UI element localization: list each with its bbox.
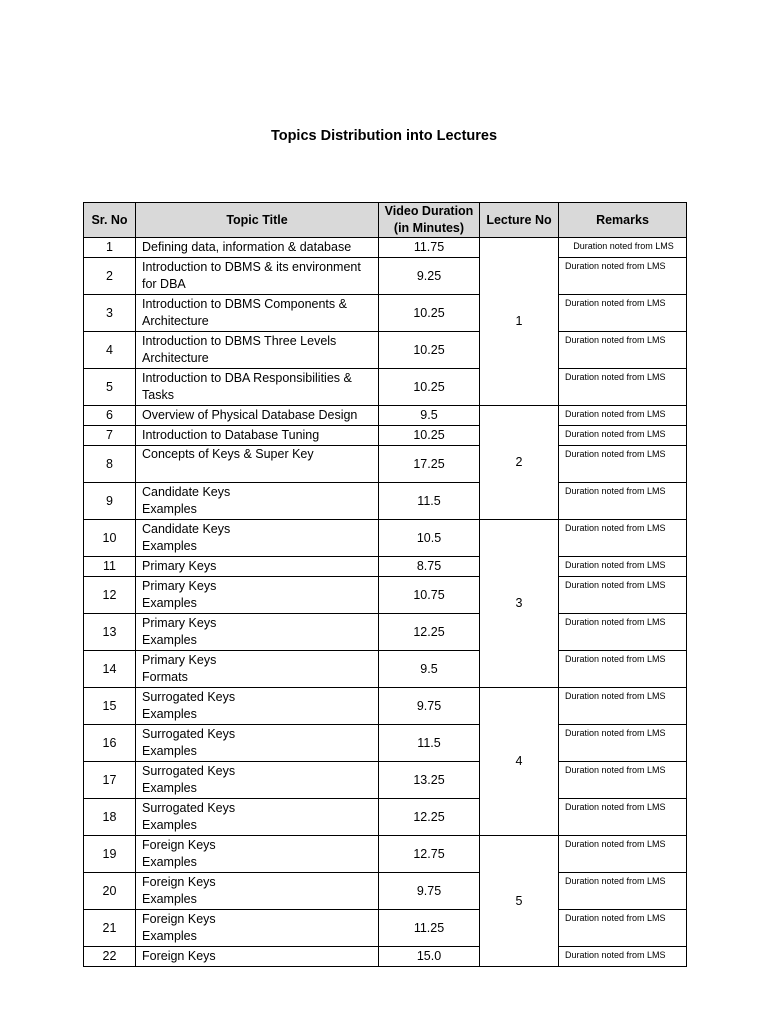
table-row [84, 369, 687, 406]
sr-no-cell: 21 [84, 910, 136, 947]
topic-title-cell [136, 577, 379, 614]
topic-title-cell [136, 688, 379, 725]
video-duration-cell: 11.75 [379, 238, 480, 258]
topic-title-line1: Introduction to Database Tuning [142, 428, 320, 442]
topic-title-line1: Introduction to DBMS Three Levels [142, 334, 337, 348]
table-row [84, 762, 687, 799]
topic-title-line2: Examples [142, 502, 197, 516]
sr-no-cell: 19 [84, 836, 136, 873]
table-body [84, 238, 687, 967]
video-duration-cell: 10.25 [379, 332, 480, 369]
table-row [84, 836, 687, 873]
sr-no-cell: 17 [84, 762, 136, 799]
remarks-cell: Duration noted from LMS [559, 520, 687, 557]
topic-title-cell [136, 406, 379, 426]
table-row [84, 614, 687, 651]
topic-title-line1: Foreign Keys [142, 912, 216, 926]
topic-title-line1: Primary Keys [142, 579, 217, 593]
video-duration-cell: 10.25 [379, 426, 480, 446]
page-title: Topics Distribution into Lectures [270, 128, 498, 144]
table-row [84, 258, 687, 295]
topic-title-line2: Formats [142, 670, 188, 684]
sr-no-cell: 14 [84, 651, 136, 688]
video-duration-cell: 10.25 [379, 295, 480, 332]
topic-title-cell [136, 520, 379, 557]
topic-title-line1: Surrogated Keys [142, 764, 236, 778]
video-duration-cell: 12.75 [379, 836, 480, 873]
remarks-cell: Duration noted from LMS [559, 836, 687, 873]
sr-no-cell: 4 [84, 332, 136, 369]
topic-title-line2: Examples [142, 892, 197, 906]
lecture-no-cell: 3 [480, 520, 559, 688]
topic-title-line1: Primary Keys [142, 559, 217, 573]
topic-title-line1: Introduction to DBMS & its environment [142, 260, 361, 274]
topic-title-line2: Examples [142, 855, 197, 869]
remarks-cell: Duration noted from LMS [559, 651, 687, 688]
video-duration-cell: 15.0 [379, 947, 480, 967]
video-duration-cell: 8.75 [379, 557, 480, 577]
video-duration-cell: 9.25 [379, 258, 480, 295]
table-row [84, 577, 687, 614]
table-header-row [84, 203, 687, 238]
table-row [84, 873, 687, 910]
topic-title-line2: for DBA [142, 277, 186, 291]
topic-title-cell [136, 910, 379, 947]
remarks-cell: Duration noted from LMS [559, 725, 687, 762]
topic-title-line2: Examples [142, 633, 197, 647]
topics-table [83, 202, 687, 967]
video-duration-cell: 10.5 [379, 520, 480, 557]
table-row [84, 295, 687, 332]
sr-no-cell: 20 [84, 873, 136, 910]
table-row [84, 557, 687, 577]
sr-no-cell: 16 [84, 725, 136, 762]
table-row [84, 947, 687, 967]
video-duration-cell: 9.5 [379, 406, 480, 426]
remarks-cell: Duration noted from LMS [559, 406, 687, 426]
sr-no-cell: 15 [84, 688, 136, 725]
remarks-cell: Duration noted from LMS [559, 910, 687, 947]
topic-title-line2: Architecture [142, 314, 209, 328]
table-row [84, 520, 687, 557]
sr-no-cell: 3 [84, 295, 136, 332]
video-duration-cell: 11.5 [379, 483, 480, 520]
topic-title-line1: Primary Keys [142, 653, 217, 667]
topic-title-cell [136, 446, 379, 483]
remarks-cell: Duration noted from LMS [559, 577, 687, 614]
topic-title-cell [136, 799, 379, 836]
remarks-cell: Duration noted from LMS [559, 446, 687, 483]
header-video-duration-line1: Video Duration [384, 204, 474, 218]
topic-title-line1: Surrogated Keys [142, 801, 236, 815]
sr-no-cell: 5 [84, 369, 136, 406]
topic-title-cell [136, 614, 379, 651]
topic-title-line2: Tasks [142, 388, 174, 402]
sr-no-cell: 8 [84, 446, 136, 483]
topic-title-line1: Introduction to DBA Responsibilities & [142, 371, 352, 385]
video-duration-cell: 11.25 [379, 910, 480, 947]
topic-title-cell [136, 762, 379, 799]
header-topic-title: Topic Title [136, 203, 379, 238]
remarks-cell: Duration noted from LMS [559, 238, 687, 258]
topic-title-cell [136, 258, 379, 295]
topic-title-line1: Surrogated Keys [142, 690, 236, 704]
table-row [84, 910, 687, 947]
remarks-cell: Duration noted from LMS [559, 369, 687, 406]
video-duration-cell: 9.75 [379, 688, 480, 725]
topic-title-line1: Overview of Physical Database Design [142, 408, 358, 422]
table-row [84, 238, 687, 258]
topic-title-line2: Examples [142, 539, 197, 553]
sr-no-cell: 13 [84, 614, 136, 651]
table-row [84, 426, 687, 446]
sr-no-cell: 7 [84, 426, 136, 446]
sr-no-cell: 9 [84, 483, 136, 520]
header-video-duration-line2: (in Minutes) [393, 221, 465, 235]
table-row [84, 651, 687, 688]
topic-title-line2: Examples [142, 929, 197, 943]
sr-no-cell: 22 [84, 947, 136, 967]
remarks-cell: Duration noted from LMS [559, 258, 687, 295]
header-remarks: Remarks [559, 203, 687, 238]
topic-title-cell [136, 238, 379, 258]
lecture-no-cell: 5 [480, 836, 559, 967]
topic-title-cell [136, 295, 379, 332]
topic-title-line1: Foreign Keys [142, 949, 216, 963]
remarks-cell: Duration noted from LMS [559, 557, 687, 577]
lecture-no-cell: 2 [480, 406, 559, 520]
table-row [84, 725, 687, 762]
table-row [84, 406, 687, 426]
sr-no-cell: 18 [84, 799, 136, 836]
header-video-duration [379, 203, 480, 238]
topic-title-line2: Architecture [142, 351, 209, 365]
topic-title-line1: Foreign Keys [142, 875, 216, 889]
table-row [84, 483, 687, 520]
topic-title-line1: Defining data, information & database [142, 240, 352, 254]
video-duration-cell: 13.25 [379, 762, 480, 799]
topic-title-line1: Candidate Keys [142, 522, 231, 536]
header-sr-no: Sr. No [84, 203, 136, 238]
video-duration-cell: 12.25 [379, 799, 480, 836]
table-row [84, 688, 687, 725]
sr-no-cell: 11 [84, 557, 136, 577]
topic-title-line1: Surrogated Keys [142, 727, 236, 741]
topic-title-cell [136, 836, 379, 873]
remarks-cell: Duration noted from LMS [559, 483, 687, 520]
remarks-cell: Duration noted from LMS [559, 799, 687, 836]
topic-title-cell [136, 873, 379, 910]
topic-title-line1: Concepts of Keys & Super Key [142, 447, 314, 461]
topic-title-line1: Primary Keys [142, 616, 217, 630]
remarks-cell: Duration noted from LMS [559, 332, 687, 369]
video-duration-cell: 11.5 [379, 725, 480, 762]
topic-title-cell [136, 483, 379, 520]
sr-no-cell: 6 [84, 406, 136, 426]
topic-title-line2: Examples [142, 707, 197, 721]
lecture-no-cell: 4 [480, 688, 559, 836]
remarks-cell: Duration noted from LMS [559, 426, 687, 446]
topic-title-cell [136, 369, 379, 406]
remarks-cell: Duration noted from LMS [559, 688, 687, 725]
video-duration-cell: 9.5 [379, 651, 480, 688]
table-row [84, 332, 687, 369]
video-duration-cell: 10.75 [379, 577, 480, 614]
lecture-no-cell: 1 [480, 238, 559, 406]
video-duration-cell: 12.25 [379, 614, 480, 651]
topic-title-cell [136, 557, 379, 577]
remarks-cell: Duration noted from LMS [559, 762, 687, 799]
video-duration-cell: 10.25 [379, 369, 480, 406]
remarks-cell: Duration noted from LMS [559, 947, 687, 967]
topic-title-cell [136, 651, 379, 688]
remarks-cell: Duration noted from LMS [559, 614, 687, 651]
sr-no-cell: 2 [84, 258, 136, 295]
sr-no-cell: 10 [84, 520, 136, 557]
topic-title-line1: Foreign Keys [142, 838, 216, 852]
sr-no-cell: 1 [84, 238, 136, 258]
topic-title-cell [136, 332, 379, 369]
topic-title-line2: Examples [142, 781, 197, 795]
topic-title-line2: Examples [142, 596, 197, 610]
topic-title-cell [136, 725, 379, 762]
table-row [84, 799, 687, 836]
topic-title-line2: Examples [142, 818, 197, 832]
header-lecture-no: Lecture No [480, 203, 559, 238]
table-row [84, 446, 687, 483]
remarks-cell: Duration noted from LMS [559, 873, 687, 910]
topic-title-line1: Candidate Keys [142, 485, 231, 499]
topic-title-line2: Examples [142, 744, 197, 758]
remarks-cell: Duration noted from LMS [559, 295, 687, 332]
topic-title-cell [136, 426, 379, 446]
topic-title-line1: Introduction to DBMS Components & [142, 297, 347, 311]
topic-title-cell [136, 947, 379, 967]
video-duration-cell: 9.75 [379, 873, 480, 910]
video-duration-cell: 17.25 [379, 446, 480, 483]
sr-no-cell: 12 [84, 577, 136, 614]
